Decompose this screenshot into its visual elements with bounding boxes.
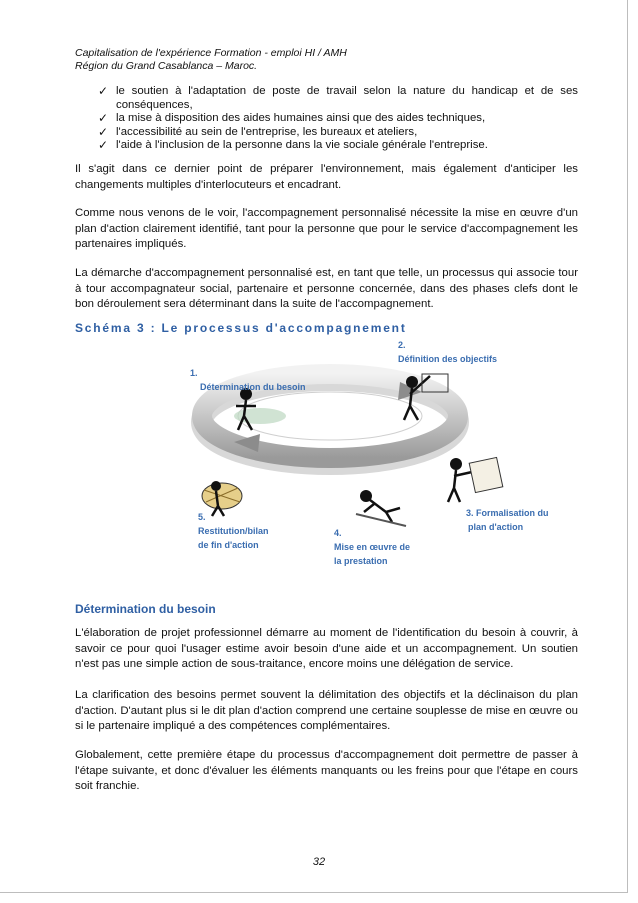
schema-title: Schéma 3 : Le processus d'accompagnement — [75, 321, 407, 335]
process-diagram — [160, 336, 560, 566]
figure-3-icon — [448, 457, 503, 502]
page-header — [75, 47, 347, 72]
check-item: ✓ l'aide à l'inclusion de la personne dans la vie sociale générale l'entreprise. — [98, 138, 488, 152]
page-border-right — [627, 0, 628, 893]
paragraph-2: Comme nous venons de le voir, l'accompagnement personnalisé nécessite la mise en œuvre d'un plan d'action clairement identifié, tant pour la personne que pour le service d'accompagnement les partenaires impliqués. — [75, 207, 578, 250]
step-3-label: 3. Formalisation du plan d'action — [466, 508, 549, 532]
header-line-2: Région du Grand Casablanca – Maroc. — [75, 59, 258, 72]
checkmark-icon: ✓ — [98, 124, 109, 139]
paragraph-6: Globalement, cette première étape du processus d'accompagnement doit permettre de passer à l'étape suivante, et donc d'évaluer les éléments manquants ou les freins pour que l'étape en cours soit franchie. — [75, 749, 578, 792]
checkmark-icon: ✓ — [98, 84, 109, 98]
step-5-label: 5. Restitution/bilan de fin d'action — [198, 512, 269, 550]
checkmark-icon: ✓ — [98, 138, 109, 152]
check-item: ✓ l'accessibilité au sein de l'entreprise, les bureaux et ateliers, — [98, 124, 418, 139]
page-border-bottom — [0, 892, 628, 893]
paragraph-4: L'élaboration de projet professionnel démarre au moment de l'identification du besoin à couvrir, à savoir ce pour quoi l'usager estime avoir besoin d'une aide et un accompagnement. Un soutien n'est pas une simple action de sous-traitance, encore moins une délégation de service. — [75, 627, 578, 670]
step-2-label: 2. Définition des objectifs — [398, 340, 498, 364]
page-number: 32 — [312, 856, 326, 868]
header-line-1: Capitalisation de l'expérience Formation - emploi HI / AMH — [75, 47, 347, 59]
checkmark-icon: ✓ — [98, 111, 109, 125]
section-heading: Détermination du besoin — [75, 602, 216, 616]
checklist — [98, 85, 578, 153]
step-4-label: 4. Mise en œuvre de la prestation — [334, 528, 411, 566]
check-item: ✓ la mise à disposition des aides humaines ainsi que des aides techniques, — [98, 111, 486, 125]
check-item: ✓ le soutien à l'adaptation de poste de travail selon la nature du handicap et de ses conséquences, — [98, 84, 578, 111]
paragraph-1: Il s'agit dans ce dernier point de préparer l'environnement, mais également d'anticiper les changements multiples d'interlocuteurs et encadrant. — [75, 163, 578, 191]
paragraph-5: La clarification des besoins permet souvent la délimitation des objectifs et la déclinaison du plan d'action. D'autant plus si le dit plan d'action comprend une certaine souplesse de mise en œuvre ou si le partenaire impliqué a des compétences complémentaires. — [75, 689, 578, 732]
paragraph-3: La démarche d'accompagnement personnalisé est, en tant que telle, un processus qui associe tour à tour accompagnateur social, partenaire et personne concernée, dans des phases clefs dont le bon déroulement sera déterminant dans la suite de l'accompagnement. — [75, 267, 578, 310]
step-1-label: 1. Détermination du besoin — [190, 368, 306, 392]
figure-4-icon — [356, 490, 406, 526]
